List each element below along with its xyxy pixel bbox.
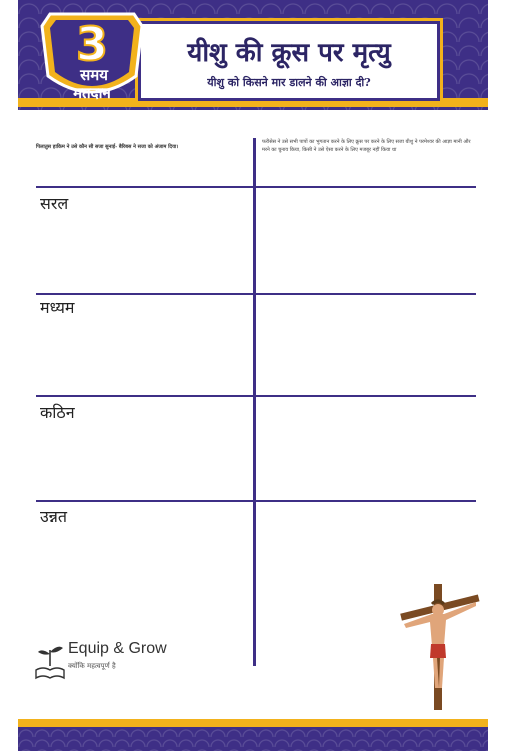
bottom-gold-strip: [18, 719, 488, 727]
page-title: यीशु की क्रूस पर मृत्यु: [187, 38, 391, 68]
row-divider: [36, 186, 476, 188]
level-label-easy: सरल: [40, 194, 69, 213]
row-divider: [36, 395, 476, 397]
badge-number: 3: [75, 17, 109, 71]
equip-grow-logo: [34, 640, 194, 690]
row-divider: [36, 293, 476, 295]
sprout-book-icon: [34, 640, 66, 684]
title-card: [135, 18, 443, 104]
column-divider: [253, 138, 256, 666]
logo-tagline: क्योंकि महत्वपूर्ण है: [68, 662, 116, 670]
bottom-banner: [18, 727, 488, 751]
badge-line-1: समय: [80, 66, 108, 84]
level-label-hard: कठिन: [40, 403, 75, 422]
page-subtitle: यीशु को किसने मार डालने की आज्ञा दी?: [207, 76, 371, 89]
badge-line-2: मतदान: [73, 84, 111, 102]
time-poll-badge: [36, 8, 148, 112]
row-divider: [36, 500, 476, 502]
column-header-right: फरीसेस ने उसे सभी पापों का भुगतान करने के लिए क्रूस पर करने के लिए सजा यीशु ने परमेश्वर की आज्ञा मानी और मरने का चुनाव किया, किसी ने उसे ऐसा करने के लिए मजबूर नहीं किया था: [262, 139, 471, 153]
logo-name: Equip & Grow: [68, 640, 167, 657]
crucifix-illustration: [398, 584, 482, 710]
level-label-medium: मध्यम: [40, 298, 75, 317]
level-label-advanced: उन्नत: [40, 507, 68, 526]
column-header-left: पिलातुस हाकिम ने उसे कौन सी सजा सुनाई- बैरिबस ने सजा को अंजाम दिया।: [36, 144, 179, 150]
